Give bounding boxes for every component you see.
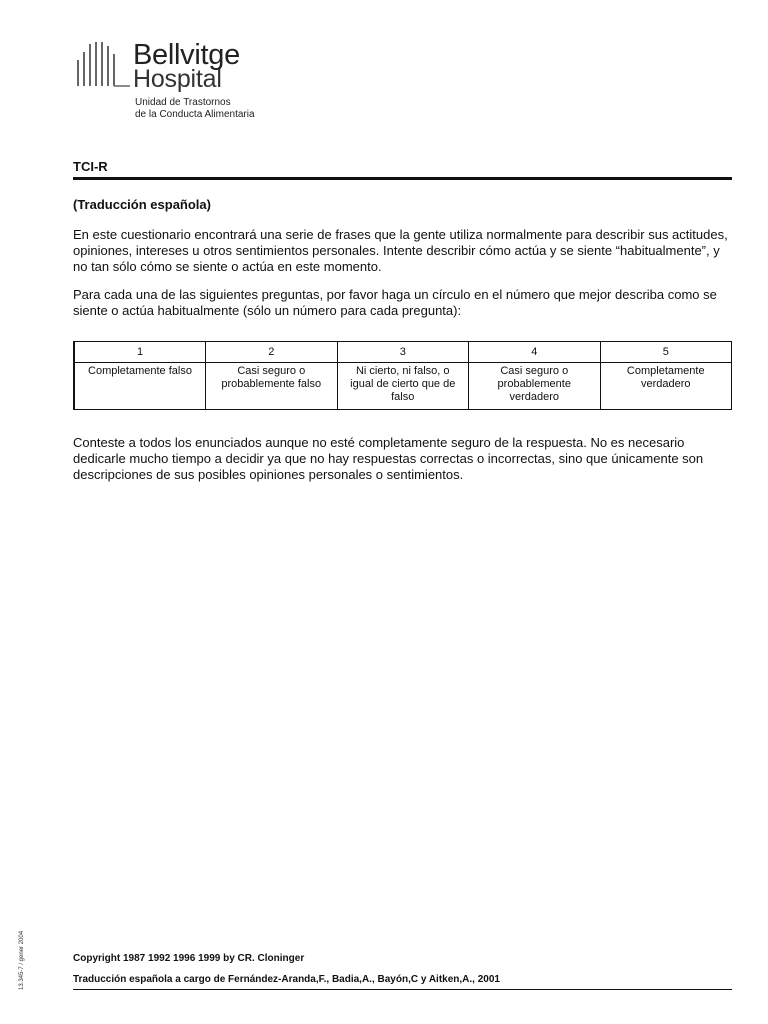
scale-number: 5	[600, 342, 732, 363]
unit-name	[135, 97, 255, 121]
footer-rule	[73, 989, 732, 990]
scale-label: Ni cierto, ni falso, o igual de cierto que de falso	[337, 363, 469, 410]
scale-labels-row	[74, 363, 732, 410]
scale-number: 1	[74, 342, 206, 363]
scale-label: Casi seguro o probablemente falso	[206, 363, 338, 410]
response-scale-table	[73, 341, 732, 410]
form-code: TCI-R	[73, 159, 108, 174]
logo-name: Bellvitge	[133, 39, 240, 71]
intro-paragraph: En este cuestionario encontrará una serie de frases que la gente utiliza normalmente para describir sus actitudes, opiniones, intereses u otros sentimientos personales. Intente describir cómo actúa y se siente “habitualmente”, y no tan sólo cómo se siente o actúa en este momento.	[73, 227, 728, 274]
document-reference: 13.345-7 / gener 2004	[19, 930, 25, 990]
scale-number: 2	[206, 342, 338, 363]
subtitle: (Traducción española)	[73, 197, 211, 212]
closing-paragraph: Conteste a todos los enunciados aunque no esté completamente seguro de la respuesta. No es necesario dedicarle mucho tiempo a decidir ya que no hay respuestas correctas o incorrectas, sino que únicamente son descripciones de sus posibles opiniones personales o sentimientos.	[73, 435, 704, 482]
scale-label: Casi seguro o probablemente verdadero	[469, 363, 601, 410]
scale-label: Completamente verdadero	[600, 363, 732, 410]
scale-number: 4	[469, 342, 601, 363]
instructions-paragraph: Para cada una de las siguientes preguntas, por favor haga un círculo en el número que mejor describa como se siente o actúa habitualmente (sólo un número para cada pregunta):	[73, 287, 717, 318]
logo-subtitle: Hospital	[133, 65, 222, 93]
unit-line-2: de la Conducta Alimentaria	[135, 109, 255, 120]
translation-credit: Traducción española a cargo de Fernández-Aranda,F., Badia,A., Bayón,C y Aitken,A., 2001	[73, 974, 500, 985]
logo-bars-icon	[76, 40, 130, 88]
header-rule	[73, 177, 732, 180]
scale-label: Completamente falso	[74, 363, 206, 410]
copyright-notice: Copyright 1987 1992 1996 1999 by CR. Cloninger	[73, 953, 305, 964]
scale-numbers-row	[74, 342, 732, 363]
unit-line-1: Unidad de Trastornos	[135, 97, 231, 108]
scale-number: 3	[337, 342, 469, 363]
